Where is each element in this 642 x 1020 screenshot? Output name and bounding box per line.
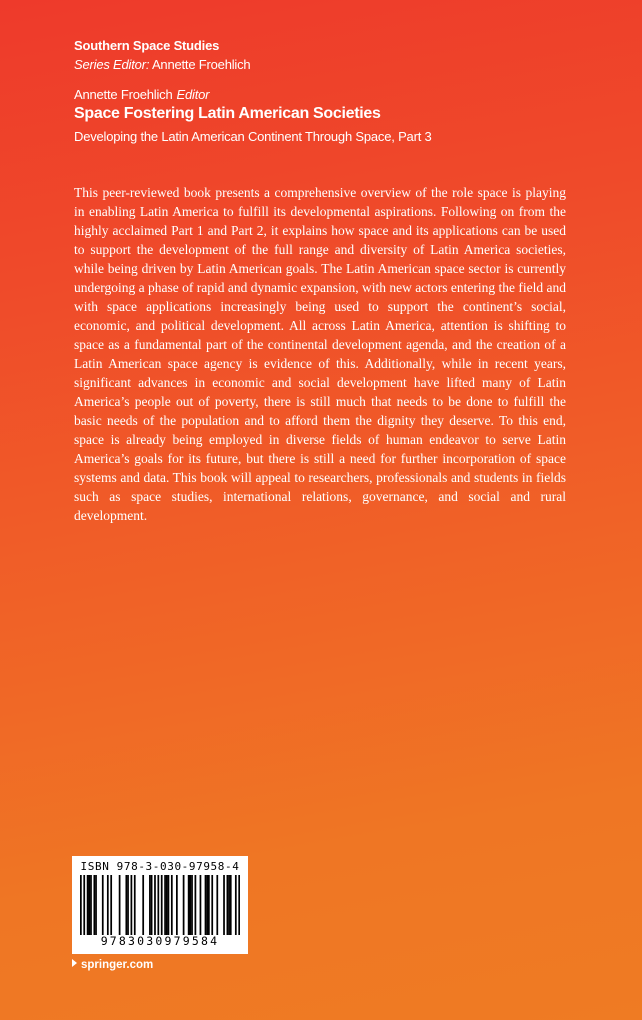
triangle-right-icon	[72, 959, 77, 967]
barcode-bar	[134, 875, 136, 935]
barcode-bar	[95, 875, 97, 935]
barcode-bar	[195, 875, 197, 935]
series-title: Southern Space Studies	[74, 38, 220, 53]
barcode-bar	[157, 875, 159, 935]
book-title: Space Fostering Latin American Societies	[74, 105, 381, 122]
isbn-text: ISBN 978-3-030-97958-4	[80, 860, 240, 873]
isbn-barcode	[72, 856, 248, 954]
barcode-bar	[142, 875, 144, 935]
barcode-bar	[93, 875, 95, 935]
ean-digits: 9783030979584	[100, 934, 220, 948]
barcode-bar	[188, 875, 190, 935]
barcode-bar	[200, 875, 202, 935]
barcode-bar	[238, 875, 240, 935]
barcode-bar	[206, 875, 208, 935]
barcode-bar	[88, 875, 90, 935]
book-editor-name: Annette Froehlich	[74, 87, 173, 102]
barcode-bar	[166, 875, 168, 935]
barcode-bar	[154, 875, 156, 935]
barcode-bar	[83, 875, 85, 935]
barcode-bar	[151, 875, 153, 935]
publisher-link[interactable]	[72, 959, 153, 971]
book-blurb: This peer-reviewed book presents a comprehensive overview of the role space is playing in enabling Latin America to fulfill its developmental aspirations. Following on from the highly acclaimed Part 1 and Part 2, it explains how space and its applications can be used to support the development of the full range and diversity of Latin America societies, while being driven by Latin American goals. The Latin American space sector is currently undergoing a phase of rapid and dynamic expansion, with new actors entering the field and with space applications increasingly being used to support the continent’s social, economic, and political development. All across Latin America, attention is shifting to space as a fundamental part of the continental development agenda, and the creation of a Latin American space agency is evidence of this. Additionally, while in recent years, significant advances in economic and social development have lifted many of Latin America’s people out of poverty, there is still much that needs to be done to fulfill the basic needs of the population and to afford them the dignity they deserve. To this end, space is already being employed in diverse fields of human endeavor to serve Latin America’s goals for its future, but there is still a need for further incorporation of space systems and data. This book will appeal to researchers, professionals and students in fields such as space studies, international relations, governance, and social and rural development.	[74, 185, 566, 523]
barcode-bar	[205, 875, 207, 935]
series-editor-name: Annette Froehlich	[151, 57, 251, 72]
barcode-bar	[125, 875, 127, 935]
barcode-bar	[164, 875, 166, 935]
book-editor-label: Editor	[176, 87, 210, 102]
barcode-bar	[228, 875, 230, 935]
barcode-bar	[208, 875, 210, 935]
book-editor-line	[74, 86, 209, 103]
barcode-bar	[102, 875, 104, 935]
barcode-bar	[227, 875, 229, 935]
series-editor-label: Series Editor:	[74, 57, 150, 72]
barcode-bar	[189, 875, 191, 935]
barcode-bar	[176, 875, 178, 935]
barcode-bar	[168, 875, 170, 935]
barcode-bar	[230, 875, 232, 935]
barcode-bar	[211, 875, 213, 935]
barcode-bar	[90, 875, 92, 935]
book-subtitle: Developing the Latin American Continent Through Space, Part 3	[74, 129, 432, 144]
barcode-bar	[171, 875, 173, 935]
barcode-bar	[183, 875, 185, 935]
barcode-bar	[110, 875, 112, 935]
series-editor-line	[74, 56, 250, 73]
barcode-bar	[161, 875, 163, 935]
barcode-bars	[80, 875, 240, 935]
barcode-bar	[80, 875, 82, 935]
barcode-bar	[87, 875, 89, 935]
barcode-bar	[107, 875, 109, 935]
barcode-bar	[127, 875, 129, 935]
barcode-bar	[131, 875, 133, 935]
barcode-bar	[223, 875, 225, 935]
barcode-bar	[235, 875, 237, 935]
barcode-bar	[149, 875, 151, 935]
publisher-url: springer.com	[81, 959, 154, 971]
barcode-bar	[191, 875, 193, 935]
barcode-bar	[216, 875, 218, 935]
barcode-bar	[119, 875, 121, 935]
